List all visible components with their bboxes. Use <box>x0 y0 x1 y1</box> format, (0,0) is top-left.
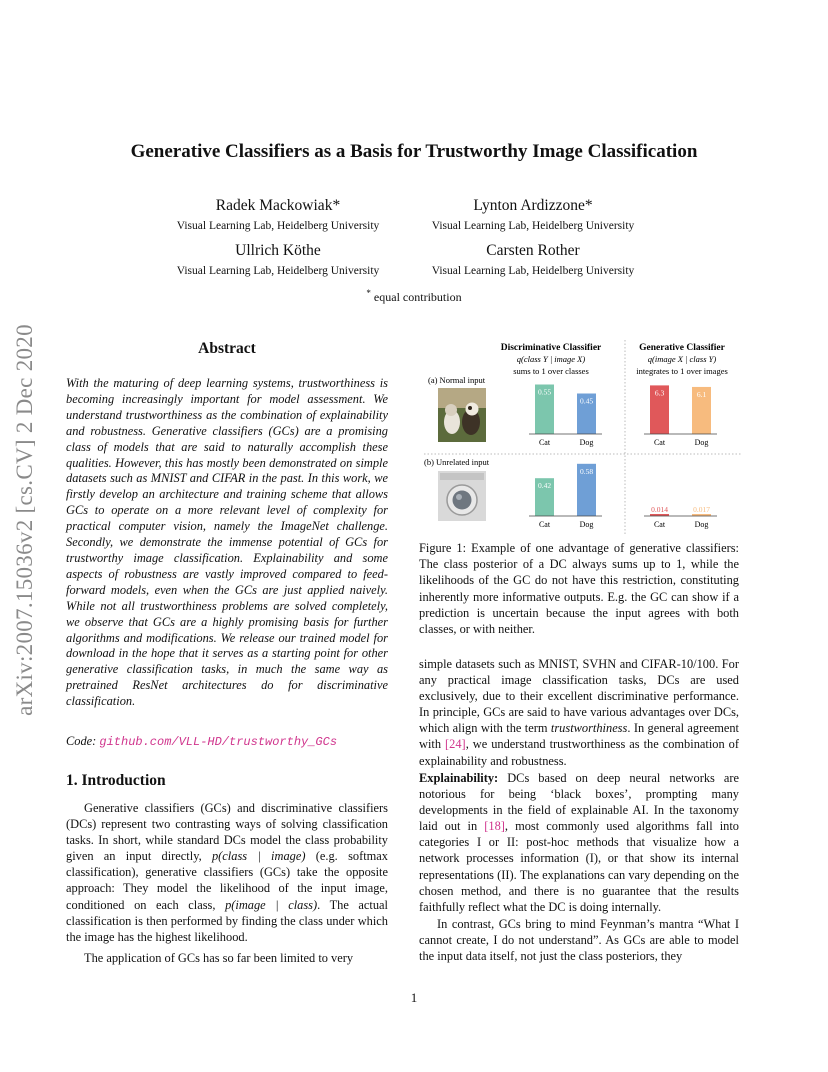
author-affiliation: Visual Learning Lab, Heidelberg University <box>431 265 635 277</box>
category-label: Dog <box>694 520 709 529</box>
math-expression: p(class | image) <box>211 849 306 864</box>
author-name: Radek Mackowiak* <box>215 197 341 214</box>
row-b-label: (b) Unrelated input <box>424 457 490 467</box>
citation-link[interactable]: [24] <box>445 737 466 752</box>
footnote-text: equal contribution <box>373 290 462 304</box>
bar-value-label: 0.014 <box>651 505 668 514</box>
footnote-mark: * <box>366 288 371 298</box>
text-span: , we understand trustworthiness as the combination of explainability and robustness. <box>419 737 739 768</box>
body-paragraph <box>419 770 739 915</box>
text-span: simple datasets such as MNIST, SVHN and CIFAR-10/100. For any practical image classification tasks, DCs are used exclusively, due to their excellent discriminative performance. In principle, GCs are said to have various advantages over DCs, which align with the term <box>419 657 739 736</box>
intro-paragraph: The application of GCs has so far been limited to very <box>84 951 354 965</box>
category-label: Dog <box>579 520 594 529</box>
category-label: Cat <box>538 520 551 529</box>
gc-formula: q(image X | class Y) <box>647 354 717 364</box>
figure-chart <box>420 338 746 538</box>
author-block <box>383 242 683 277</box>
cat-dog-photo <box>438 388 486 442</box>
text-span: . The actual classification is then performed by finding the class under which the image has the highest likelihood. <box>66 897 388 944</box>
abstract-text: With the maturing of deep learning systems, trustworthiness is becoming increasingly important for model assessment. We understand trustworthiness as the combination of explainability and robustness. Generative classifiers (GCs) are a promising class of models that are said to naturally accomplish these qualities. However, this has mostly been demonstrated on simple datasets such as MNIST and CIFAR in the past. In this work, we firstly develop an architecture and training scheme that allows GCs to operate on a more relevant level of complexity for practical computer vision, namely the ImageNet challenge. Secondly, we demonstrate the immense potential of GCs for trustworthy image classification. Explainability and some aspects of robustness are vastly improved compared to feed-forward models, even when the GCs are just applied naively. While not all trustworthiness problems are solved completely, we observe that GCs are a highly promising basis for further algorithms and modifications. We release our trained model for download in the hope that it serves as a starting point for other generative classification tasks, in much the same way as pretrained ResNet architectures do for discriminative classification. <box>66 376 388 709</box>
paragraph-lead: Explainability: <box>419 771 499 785</box>
dc-formula: q(class Y | image X) <box>516 354 586 364</box>
page-number: 1 <box>410 990 418 1005</box>
body-paragraph <box>419 656 739 769</box>
text-span: DCs based on deep neural networks are notorious for being ‘black boxes’, prompting many developments in the field of explainable AI. In the taxonomy laid out in <box>419 771 739 834</box>
author-affiliation: Visual Learning Lab, Heidelberg University <box>176 265 380 277</box>
category-label: Dog <box>694 438 709 447</box>
dc-title: Discriminative Classifier <box>500 343 602 353</box>
code-label: Code: <box>66 734 97 748</box>
bar-value-label: 6.3 <box>654 388 665 398</box>
equal-contribution-note <box>0 288 828 305</box>
bar-value-label: 0.58 <box>579 466 594 476</box>
emphasis: trustworthiness <box>550 721 628 736</box>
author-block <box>383 197 683 232</box>
category-label: Dog <box>579 438 594 447</box>
row-a-label: (a) Normal input <box>428 375 486 385</box>
category-label: Cat <box>538 438 551 447</box>
figure-caption: Figure 1: Example of one advantage of generative classifiers: The class posterior of a DC always sums up to 1, while the likelihoods of the GC do not have this restriction, constituting inherently more informative outputs. E.g. the GC can show if a prediction is uncertain because the input agrees with both classes, or with neither. <box>419 541 739 637</box>
washing-machine-photo <box>438 471 486 521</box>
bar-value-label: 6.1 <box>696 389 707 399</box>
bar-value-label: 0.42 <box>537 481 552 491</box>
math-expression: p(image | class) <box>225 897 318 912</box>
author-name: Lynton Ardizzone* <box>473 197 593 214</box>
code-link[interactable]: github.com/VLL-HD/trustworthy_GCs <box>99 735 338 749</box>
bar-value-label: 0.017 <box>693 505 710 514</box>
author-affiliation: Visual Learning Lab, Heidelberg University <box>431 220 635 232</box>
text-span: Generative classifiers (GCs) and discriminative classifiers (DCs) represent two contrasting ways of solving classification tasks. In short, while standard DCs model the class probability given an input directly, <box>66 801 388 864</box>
text-span: (e.g. softmax classification), generative classifiers (GCs) take the opposite approach: They model the likelihood of the input image, conditioned on each class, <box>66 849 388 912</box>
gc-subtitle: integrates to 1 over images <box>636 366 728 376</box>
dc-subtitle: sums to 1 over classes <box>513 366 589 376</box>
figure-1 <box>420 338 746 538</box>
bars-layer <box>529 385 717 530</box>
text-span: , most commonly used algorithms fall into categories I or II: post-hoc methods that visualize how a network processes information (I), or that show its internal representations (II). The explanations can vary depending on the chosen method, and there is no guarantee that the results faithfully reflect what the DC is doing internally. <box>419 819 740 914</box>
category-label: Cat <box>653 438 666 447</box>
intro-paragraph <box>66 800 388 945</box>
code-line <box>66 734 388 749</box>
text-span: . In general agreement with <box>419 721 739 752</box>
author-affiliation: Visual Learning Lab, Heidelberg University <box>176 220 380 232</box>
bar-value-label: 0.55 <box>537 387 552 397</box>
abstract-heading: Abstract <box>198 340 256 357</box>
author-name: Carsten Rother <box>486 242 580 259</box>
citation-link[interactable]: [18] <box>484 819 505 834</box>
paper-title: Generative Classifiers as a Basis for Trustworthy Image Classification <box>130 141 698 162</box>
gc-title: Generative Classifier <box>639 343 725 353</box>
category-label: Cat <box>653 520 666 529</box>
bar-value-label: 0.45 <box>579 396 594 406</box>
body-paragraph: In contrast, GCs bring to mind Feynman’s mantra “What I cannot create, I do not understand”. As GCs are able to model the input data itself, not just the class posteriors, they <box>419 917 739 964</box>
author-name: Ullrich Köthe <box>235 242 321 259</box>
intro-heading: 1. Introduction <box>66 772 166 789</box>
arxiv-identifier: arXiv:2007.15036v2 [cs.CV] 2 Dec 2020 <box>12 324 37 716</box>
